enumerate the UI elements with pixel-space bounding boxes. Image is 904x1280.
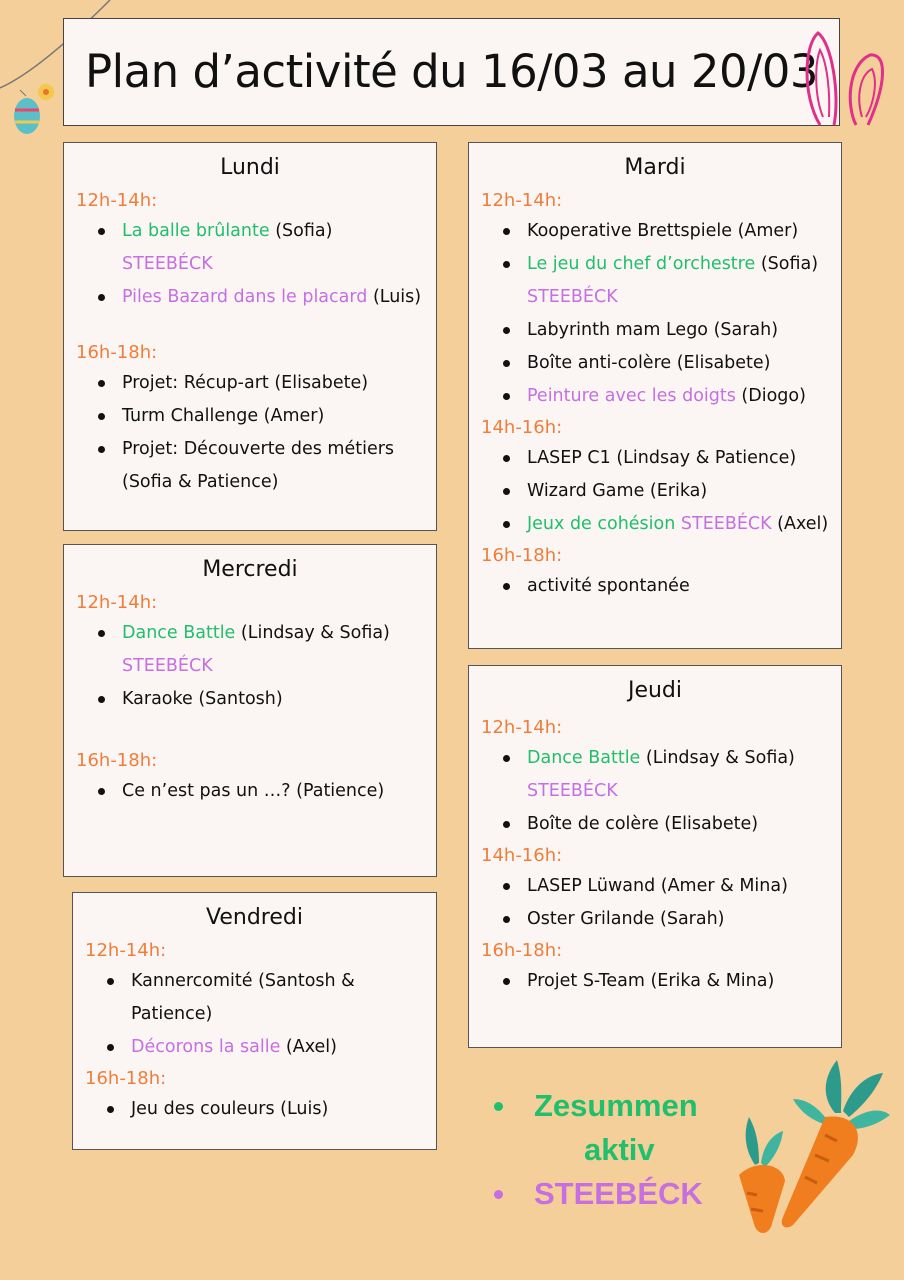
time-slot: 14h-16h: (481, 845, 563, 866)
legend-steebeck-label: STEEBÉCK (534, 1176, 703, 1211)
time-slot: 12h-14h: (481, 717, 563, 738)
bunny-ears-icon (800, 25, 900, 130)
activity-steebeck: Peinture avec les doigts (527, 386, 736, 406)
time-slot: 16h-18h: (76, 342, 158, 363)
activity-zesummen: La balle brûlante (122, 221, 270, 241)
list-item: Kannercomité (Santosh & Patience) (125, 965, 424, 1031)
time-slot: 14h-16h: (481, 417, 563, 438)
list-item (116, 617, 424, 683)
list-item: Ce n’est pas un …? (Patience) (116, 775, 424, 808)
activity-steebeck: Décorons la salle (131, 1037, 281, 1057)
activity-steebeck: STEEBÉCK (122, 254, 213, 274)
list-item: LASEP C1 (Lindsay & Patience) (521, 442, 829, 475)
activity-person: (Lindsay & Sofia) (640, 748, 795, 768)
activity-steebeck: STEEBÉCK (527, 781, 618, 801)
time-slot: 16h-18h: (481, 940, 563, 961)
legend-zesummen-label: Zesummen (534, 1088, 698, 1123)
card-lundi (63, 142, 437, 531)
time-slot: 16h-18h: (481, 545, 563, 566)
list-item: Projet: Découverte des métiers (116, 433, 424, 466)
activity-person: (Luis) (367, 287, 422, 307)
list-item: Wizard Game (Erika) (521, 475, 829, 508)
time-slot: 16h-18h: (76, 750, 158, 771)
legend-bullet (494, 1190, 503, 1199)
day-title: Vendredi (206, 905, 303, 930)
activity-person: (Sofia) (269, 221, 333, 241)
list-item (521, 508, 829, 541)
legend-zesummen (488, 1084, 748, 1128)
day-title: Lundi (220, 155, 280, 180)
list-item: Projet: Récup-art (Elisabete) (116, 367, 424, 400)
list-item: Labyrinth mam Lego (Sarah) (521, 314, 829, 347)
list-item: Kooperative Brettspiele (Amer) (521, 215, 829, 248)
list-item (116, 215, 424, 281)
activity-steebeck: Piles Bazard dans le placard (122, 287, 368, 307)
day-title: Jeudi (627, 678, 683, 703)
list-item: Oster Grilande (Sarah) (521, 903, 829, 936)
activity-person: (Sofia) (755, 254, 819, 274)
list-item: activité spontanée (521, 570, 829, 603)
activity-person: (Diogo) (735, 386, 806, 406)
card-mardi (468, 142, 842, 649)
legend-steebeck (488, 1172, 748, 1216)
legend-zesummen-label-2: aktiv (584, 1132, 655, 1167)
day-title: Mardi (624, 155, 686, 180)
list-item: Karaoke (Santosh) (116, 683, 424, 716)
list-item (125, 1031, 424, 1064)
time-slot: 12h-14h: (76, 190, 158, 211)
activity-steebeck: STEEBÉCK (675, 514, 772, 534)
list-item: Boîte de colère (Elisabete) (521, 808, 829, 841)
list-item: Boîte anti-colère (Elisabete) (521, 347, 829, 380)
list-item: Projet S-Team (Erika & Mina) (521, 965, 829, 998)
activity-zesummen: Le jeu du chef d’orchestre (527, 254, 756, 274)
list-item (521, 742, 829, 808)
card-jeudi (468, 665, 842, 1048)
title-banner (63, 18, 840, 126)
activity-person: (Axel) (280, 1037, 337, 1057)
time-slot: 12h-14h: (85, 940, 167, 961)
page-title: Plan d’activité du 16/03 au 20/03 (84, 45, 819, 98)
activity-steebeck: STEEBÉCK (122, 656, 213, 676)
list-item-continuation: (Sofia & Patience) (122, 472, 279, 492)
list-item: LASEP Lüwand (Amer & Mina) (521, 870, 829, 903)
activity-person: (Axel) (771, 514, 829, 534)
legend-zesummen-continued (488, 1128, 748, 1172)
day-title: Mercredi (202, 557, 298, 582)
activity-zesummen: Jeux de cohésion (527, 514, 676, 534)
activity-steebeck: STEEBÉCK (527, 287, 618, 307)
list-item (116, 281, 424, 314)
activity-person: (Lindsay & Sofia) (235, 623, 390, 643)
card-mercredi (63, 544, 437, 877)
list-item: Turm Challenge (Amer) (116, 400, 424, 433)
carrot-icon (725, 1055, 895, 1235)
list-item (521, 248, 829, 314)
time-slot: 16h-18h: (85, 1068, 167, 1089)
card-vendredi (72, 892, 437, 1150)
list-item (521, 380, 829, 413)
activity-zesummen: Dance Battle (122, 623, 236, 643)
activity-zesummen: Dance Battle (527, 748, 641, 768)
list-item: Jeu des couleurs (Luis) (125, 1093, 424, 1126)
time-slot: 12h-14h: (481, 190, 563, 211)
time-slot: 12h-14h: (76, 592, 158, 613)
legend-bullet (494, 1102, 503, 1111)
legend (488, 1084, 748, 1216)
